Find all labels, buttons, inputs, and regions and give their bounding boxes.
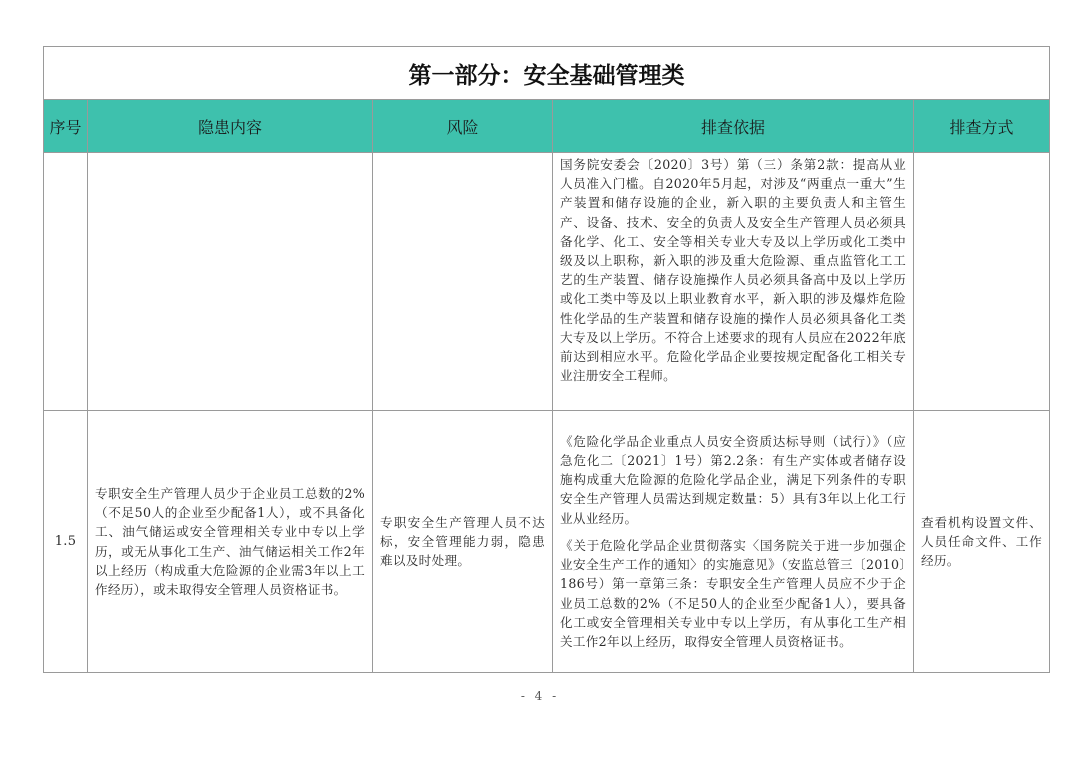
basis-paragraph: 《关于危险化学品企业贯彻落实〈国务院关于进一步加强企业安全生产工作的通知〉的实施意见》（安监总管三〔2010〕186号）第一章第三条：专职安全生产管理人员应不少于企业员工总数的2%（不足50人的企业至少配备1人），要具备化工或安全管理相关专业中专以上学历，有从事化工生产相关工作2年以上经历，取得安全管理人员资格证书。 xyxy=(560,537,906,649)
row-method: 查看机构设置文件、人员任命文件、工作经历。 xyxy=(914,411,1050,673)
basis-paragraph: 《危险化学品企业重点人员安全资质达标导则（试行）》（应急危化二〔2021〕1号）第2.2条：有生产实体或者储存设施构成重大危险源的危险化学品企业，满足下列条件的专职安全生产管理人员需达到规定数量：5）具有3年以上化工行业从业经历。 xyxy=(560,433,906,526)
row-risk xyxy=(373,153,553,411)
header-method: 排查方式 xyxy=(914,100,1050,153)
header-index: 序号 xyxy=(44,100,88,153)
table-row xyxy=(44,411,1050,673)
row-method xyxy=(914,153,1050,411)
header-hazard: 隐患内容 xyxy=(88,100,373,153)
section-title: 第一部分：安全基础管理类 xyxy=(44,47,1050,100)
header-basis: 排查依据 xyxy=(553,100,914,153)
row-index: 1.5 xyxy=(44,411,88,673)
header-row xyxy=(44,100,1050,153)
page-number: - 4 - xyxy=(520,689,560,703)
header-risk: 风险 xyxy=(373,100,553,153)
row-index xyxy=(44,153,88,411)
row-risk: 专职安全生产管理人员不达标，安全管理能力弱，隐患难以及时处理。 xyxy=(373,411,553,673)
table-row xyxy=(44,153,1050,411)
title-row xyxy=(44,47,1050,100)
row-basis xyxy=(553,153,914,411)
row-hazard xyxy=(88,153,373,411)
row-basis xyxy=(553,411,914,673)
row-hazard: 专职安全生产管理人员少于企业员工总数的2%（不足50人的企业至少配备1人），或不具备化工、油气储运或安全管理相关专业中专以上学历，或无从事化工生产、油气储运相关工作2年以上经历（构成重大危险源的企业需3年以上工作经历），或未取得安全管理人员资格证书。 xyxy=(88,411,373,673)
basis-paragraph: 国务院安委会〔2020〕3号）第（三）条第2款：提高从业人员准入门槛。自2020年5月起，对涉及“两重点一重大”生产装置和储存设施的企业，新入职的主要负责人和主管生产、设备、技术、安全的负责人及安全生产管理人员必须具备化学、化工、安全等相关专业大专及以上学历或化工类中级及以上职称，新入职的涉及重大危险源、重点监管化工工艺的生产装置、储存设施操作人员必须具备高中及以上学历或化工类中等及以上职业教育水平，新入职的涉及爆炸危险性化学品的生产装置和储存设施的操作人员必须具备化工类大专及以上学历。不符合上述要求的现有人员应在2022年底前达到相应水平。危险化学品企业要按规定配备化工相关专业注册安全工程师。 xyxy=(560,157,906,384)
hazard-table xyxy=(43,46,1050,673)
